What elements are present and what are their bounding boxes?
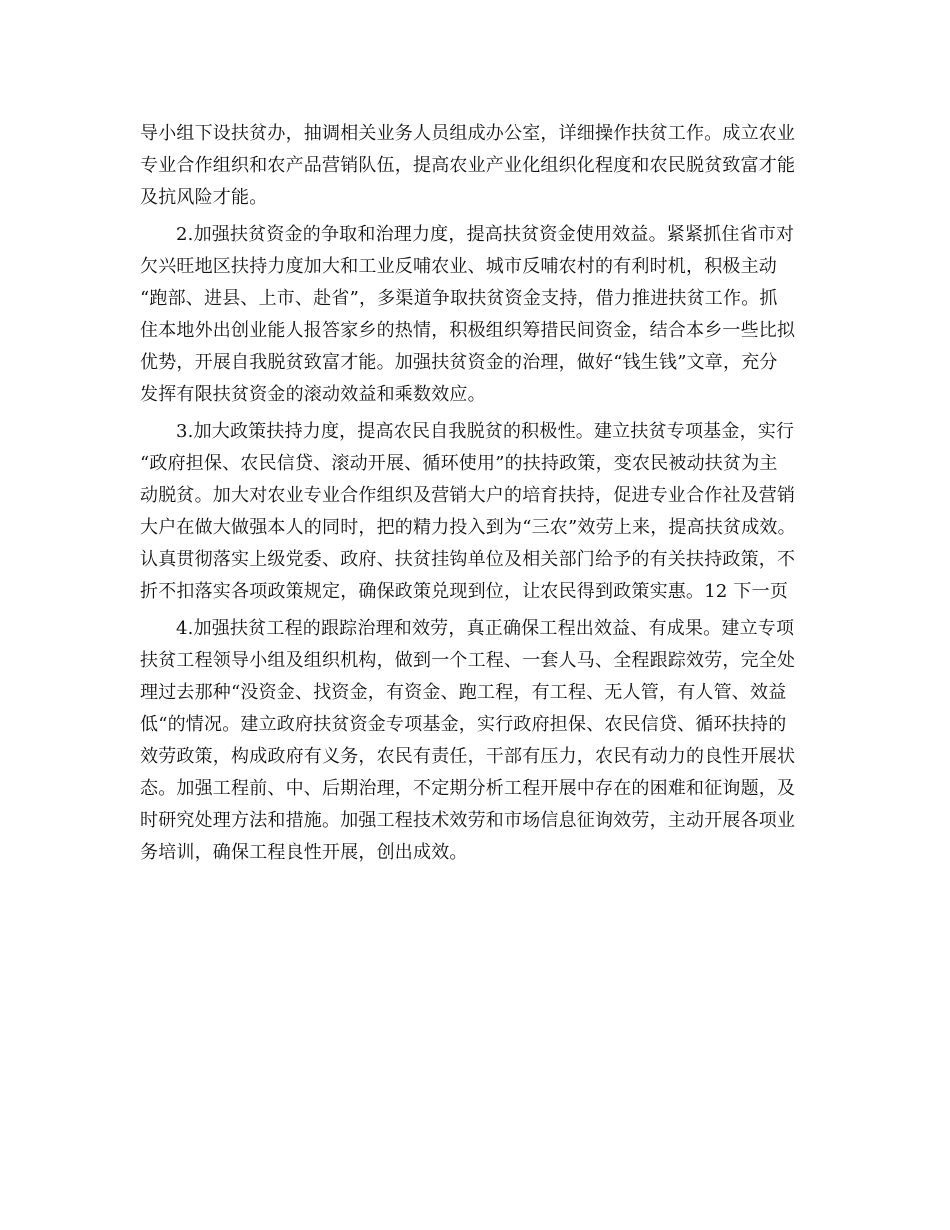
text-line: 3.加大政策扶持力度，提高农民自我脱贫的积极性。建立扶贫专项基金，实行 xyxy=(176,421,795,442)
text-line: 认真贯彻落实上级党委、政府、扶贫挂钩单位及相关部门给予的有关扶持政策，不 xyxy=(140,549,796,570)
text-line: 2.加强扶贫资金的争取和治理力度，提高扶贫资金使用效益。紧紧抓住省市对 xyxy=(176,224,795,245)
text-line: “跑部、进县、上市、赴省”，多渠道争取扶贫资金支持，借力推进扶贫工作。抓 xyxy=(140,288,778,309)
text-line: 欠兴旺地区扶持力度加大和工业反哺农业、城市反哺农村的有利时机，积极主动 xyxy=(140,256,777,277)
text-line: 务培训，确保工程良性开展，创出成效。 xyxy=(140,842,468,863)
text-line: 大户在做大做强本人的同时，把的精力投入到为“三农”效劳上来，提高扶贫成效。 xyxy=(140,517,796,538)
text-line: 发挥有限扶贫资金的滚动效益和乘数效应。 xyxy=(140,384,486,405)
paragraph-2 xyxy=(140,219,830,411)
text-line: 时研究处理方法和措施。加强工程技术效劳和市场信息征询效劳，主动开展各项业 xyxy=(140,810,796,831)
text-line: 理过去那种“没资金、找资金，有资金、跑工程，有工程、无人管，有人管、效益 xyxy=(140,682,787,703)
text-line: 优势，开展自我脱贫致富才能。加强扶贫资金的治理，做好“钱生钱”文章，充分 xyxy=(140,352,778,373)
text-line: 扶贫工程领导小组及组织机构，做到一个工程、一套人马、全程跟踪效劳，完全处 xyxy=(140,650,796,671)
text-line: 4.加强扶贫工程的跟踪治理和效劳，真正确保工程出效益、有成果。建立专项 xyxy=(176,618,795,639)
text-line: 效劳政策，构成政府有义务，农民有责任，干部有压力，农民有动力的良性开展状 xyxy=(140,746,796,767)
text-line: 动脱贫。加大对农业专业合作组织及营销大户的培育扶持，促进专业合作社及营销 xyxy=(140,485,796,506)
text-line: 折不扣落实各项政策规定，确保政策兑现到位，让农民得到政策实惠。12 下一页 xyxy=(140,581,789,602)
text-line: 低“的情况。建立政府扶贫资金专项基金，实行政府担保、农民信贷、循环扶持的 xyxy=(140,714,787,735)
paragraph-3 xyxy=(140,416,830,608)
text-line: 专业合作组织和农产品营销队伍，提高农业产业化组织化程度和农民脱贫致富才能 xyxy=(140,155,796,176)
text-line: “政府担保、农民信贷、滚动开展、循环使用”的扶持政策，变农民被动扶贫为主 xyxy=(140,453,778,474)
paragraph-1 xyxy=(140,118,830,214)
paragraph-4 xyxy=(140,613,830,869)
text-line: 及抗风险才能。 xyxy=(140,187,268,208)
document-body xyxy=(140,118,830,869)
text-line: 态。加强工程前、中、后期治理，不定期分析工程开展中存在的困难和征询题，及 xyxy=(140,778,796,799)
text-line: 导小组下设扶贫办，抽调相关业务人员组成办公室，详细操作扶贫工作。成立农业 xyxy=(140,123,796,144)
text-line: 住本地外出创业能人报答家乡的热情，积极组织筹措民间资金，结合本乡一些比拟 xyxy=(140,320,796,341)
